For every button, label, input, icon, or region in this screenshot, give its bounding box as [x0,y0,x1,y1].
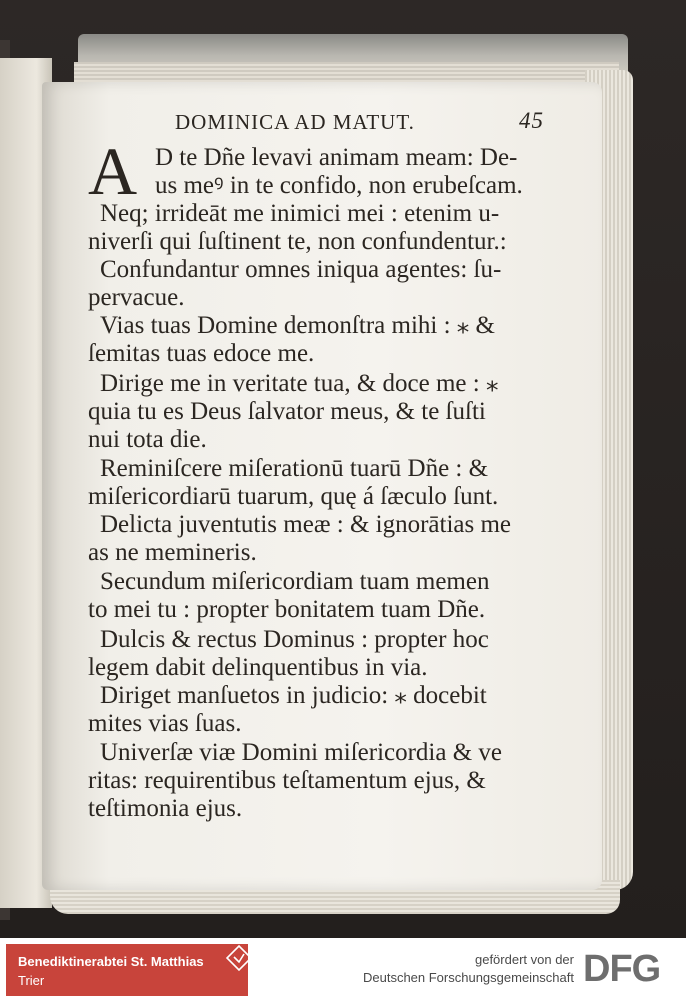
text-line: quia tu es Deus ſalvator meus, & te ſuſti [88,398,486,425]
institution-banner[interactable] [6,944,248,996]
text-line: ritas: requirentibus teſtamentum ejus, & [88,767,486,794]
text-line: ſemitas tuas edoce me. [88,340,315,367]
text-line: Reminiſcere miſerationū tuarū Dñe : & [100,455,489,482]
page-number: 45 [519,108,544,133]
text-line: as ne memineris. [88,539,257,566]
text-line: niverſi qui ſuſtinent te, non confundentur.: [88,228,507,255]
text-line: us meꝰ in te confido, non erubeſcam. [155,172,523,199]
institution-name: Benediktinerabtei St. Matthias [18,954,204,969]
dfg-logo[interactable]: DFG [583,948,661,990]
funding-line-1: gefördert von der [474,952,574,967]
text-line: Secundum miſericordiam tuam memen [100,568,490,595]
text-line: teſtimonia ejus. [88,795,243,822]
text-line: Univerſæ viæ Domini miſericordia & ve [100,739,503,766]
running-header [175,108,555,138]
institution-logo-icon [225,944,253,972]
text-line: D te Dñe levavi animam meam: De- [155,144,518,171]
funding-line-2: Deutschen Forschungsgemeinschaft [362,970,574,985]
funding-note [363,951,574,987]
text-line: Neq; irrideāt me inimici mei : etenim u- [100,200,500,227]
header-title: DOMINICA AD MATUT. [175,110,415,134]
text-line: nui tota die. [88,426,207,453]
text-line: mites vias ſuas. [88,710,242,737]
text-line: Delicta juventutis meæ : & ignorātias me [100,511,512,538]
drop-cap: A [88,133,138,209]
institution-city: Trier [18,973,45,988]
text-line: to mei tu : propter bonitatem tuam Dñe. [88,596,486,623]
text-line: miſericordiarū tuarum, quę á ſæculo ſunt. [88,483,499,510]
text-line: pervacue. [88,284,185,311]
text-line: Diriget manſuetos in judicio: ⁎ docebit [100,682,487,709]
text-line: Vias tuas Domine demonſtra mihi : ⁎ & [100,312,495,339]
text-line: Dulcis & rectus Dominus : propter hoc [100,626,489,653]
text-line: Confundantur omnes iniqua agentes: ſu- [100,256,502,283]
text-line: Dirige me in veritate tua, & doce me : ⁎ [100,370,499,397]
text-line: legem dabit delinquentibus in via. [88,654,428,681]
